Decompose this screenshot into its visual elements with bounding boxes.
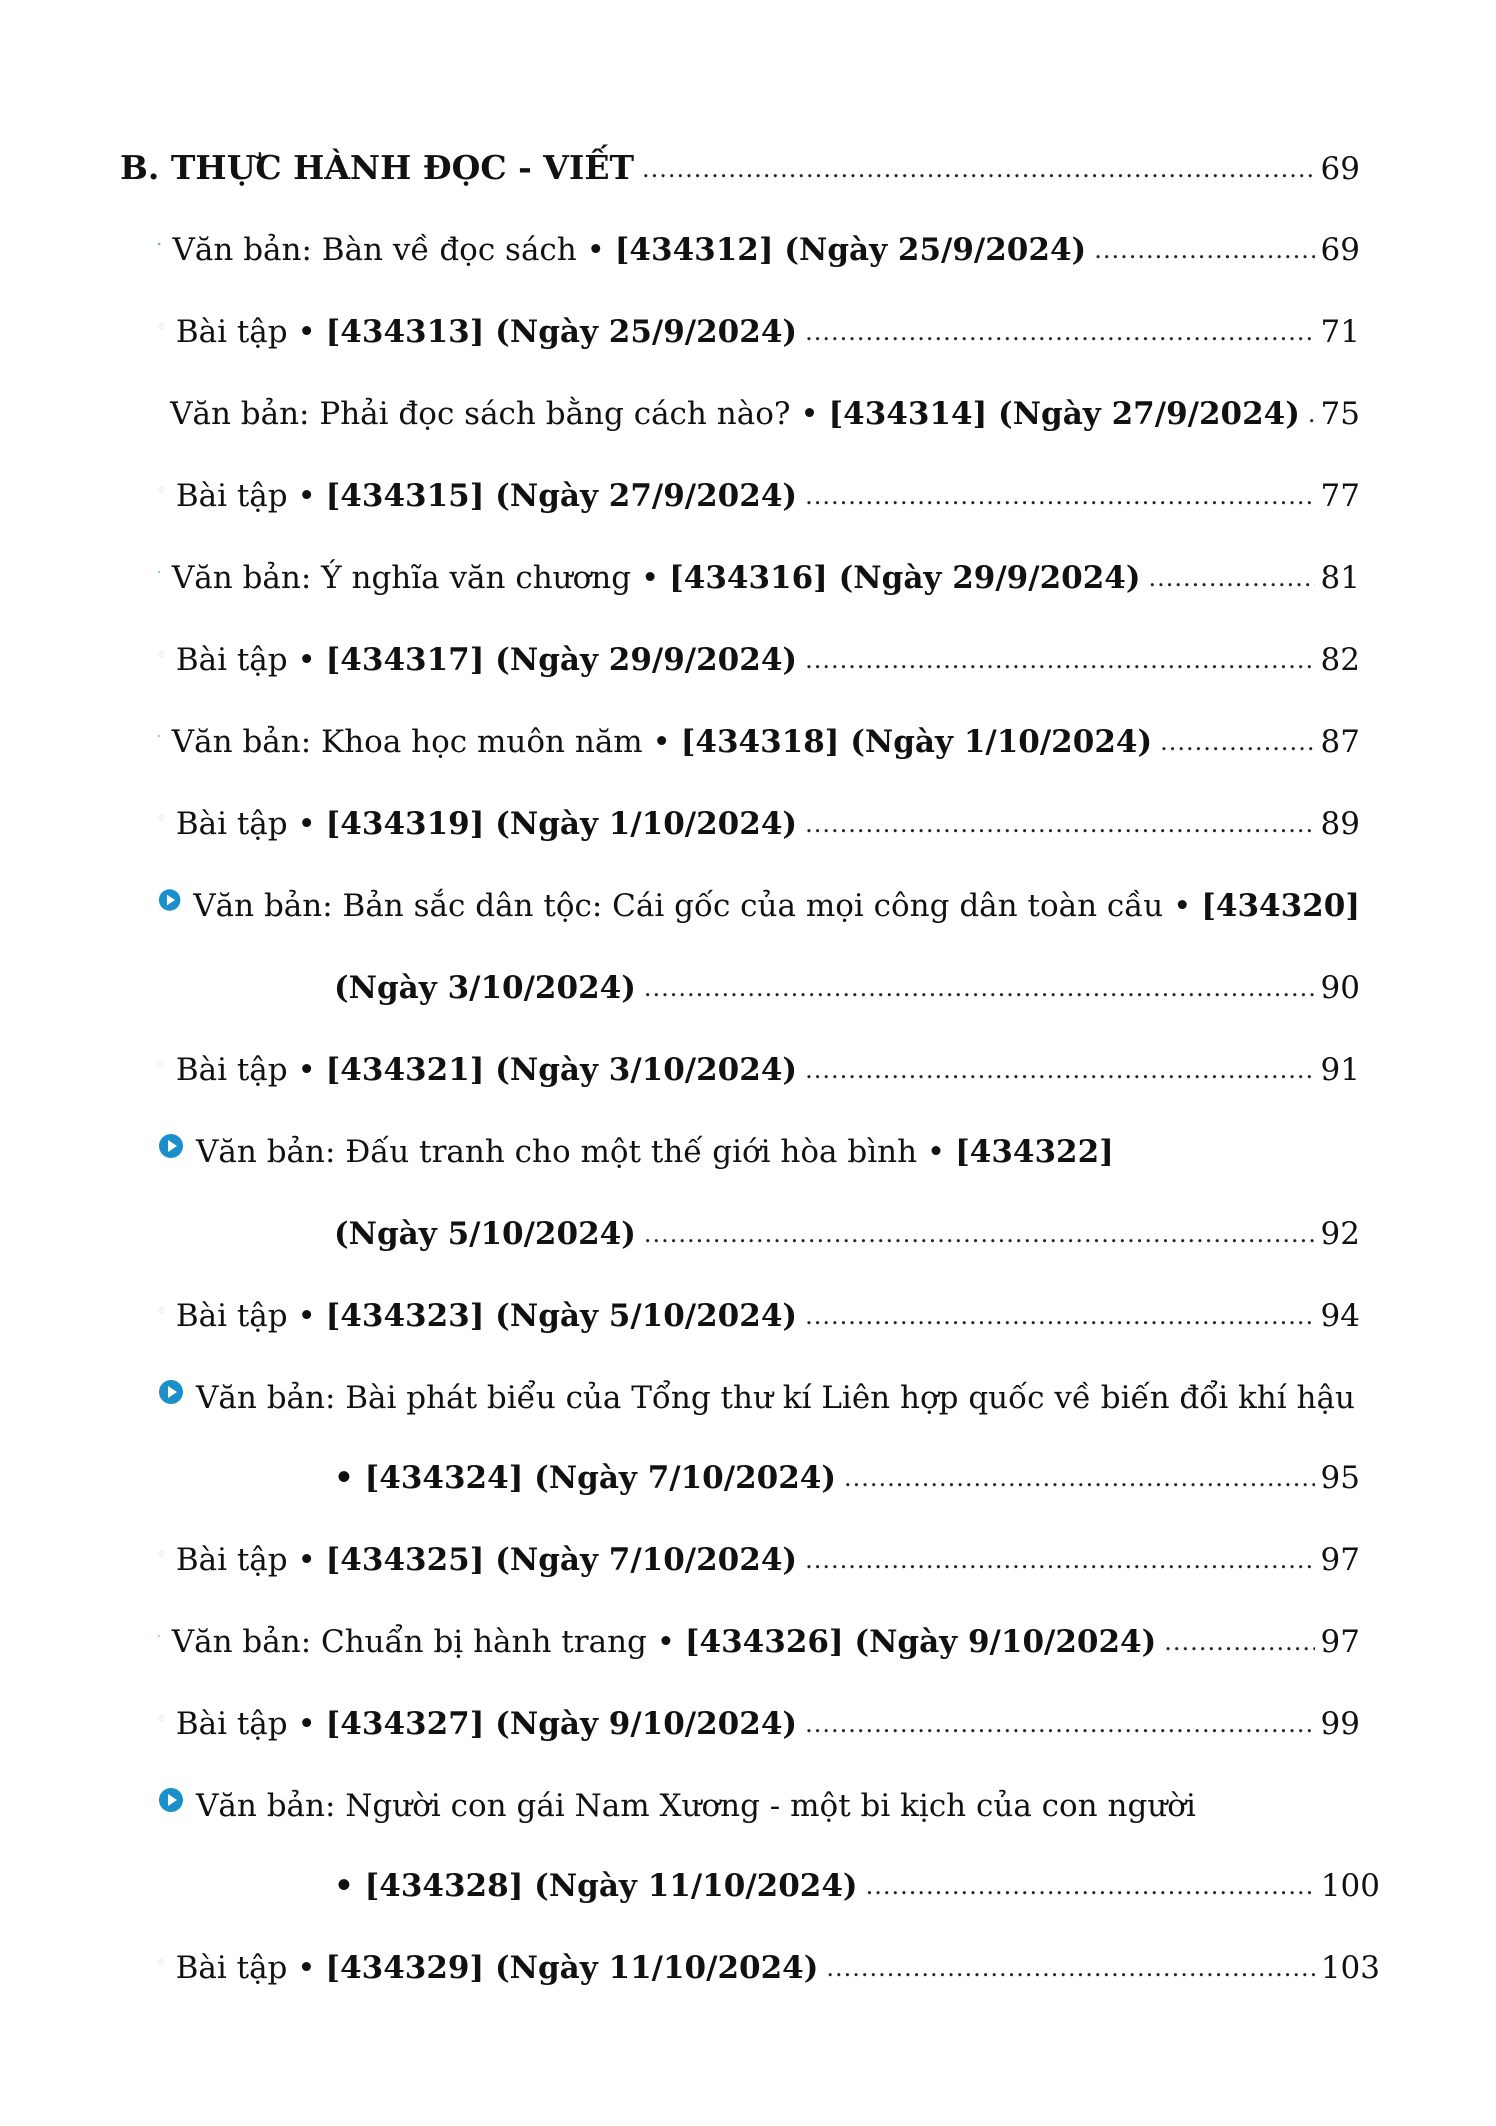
play-circle-icon	[158, 559, 160, 585]
dot-leader	[805, 1540, 1314, 1580]
toc-entry-page: 77	[1320, 478, 1360, 514]
toc-entry-code: [434320]	[1201, 888, 1360, 924]
dot-leader	[805, 1050, 1314, 1090]
clock-circle-icon	[158, 805, 164, 831]
clock-circle-icon	[158, 477, 164, 503]
toc-entry-cont-code: • [434328] (Ngày 11/10/2024)	[334, 1868, 858, 1904]
toc-entry-page: 90	[1320, 970, 1360, 1006]
toc-entry[interactable]	[158, 1540, 1360, 1580]
toc-entry[interactable]	[158, 886, 1360, 926]
dot-leader	[866, 1866, 1315, 1906]
toc-entry-code: [434314] (Ngày 27/9/2024)	[828, 396, 1300, 432]
toc-entry[interactable]	[158, 640, 1360, 680]
dot-leader	[644, 1214, 1315, 1254]
toc-entry-page: 100	[1320, 1868, 1380, 1904]
toc-entry-title: Bài tập •	[175, 1542, 316, 1578]
toc-entry-code: [434327] (Ngày 9/10/2024)	[325, 1706, 798, 1742]
toc-entry[interactable]	[158, 1378, 1360, 1418]
clock-circle-icon	[158, 1297, 164, 1323]
dot-leader	[805, 1704, 1314, 1744]
clock-circle-icon	[158, 641, 164, 667]
dot-leader	[1149, 558, 1315, 598]
toc-heading[interactable]	[120, 148, 1360, 189]
toc-entry-title: Bài tập •	[175, 1052, 316, 1088]
toc-entry-title: Bài tập •	[175, 478, 316, 514]
toc-entry-page: 97	[1320, 1542, 1360, 1578]
toc-entry-title: Văn bản: Chuẩn bị hành trang •	[171, 1624, 676, 1660]
dot-leader	[805, 804, 1314, 844]
dot-leader	[805, 1296, 1314, 1336]
toc-entry-code: [434323] (Ngày 5/10/2024)	[325, 1298, 798, 1334]
dot-leader	[642, 149, 1315, 189]
play-circle-icon	[158, 723, 160, 749]
toc-entry-page: 82	[1320, 642, 1360, 678]
dot-leader	[1094, 230, 1314, 270]
toc-entry-code: [434329] (Ngày 11/10/2024)	[325, 1950, 819, 1986]
toc-entry[interactable]	[158, 1704, 1360, 1744]
toc-entry[interactable]	[158, 804, 1360, 844]
dot-leader	[805, 640, 1314, 680]
play-circle-icon	[158, 887, 181, 913]
toc-entry[interactable]	[158, 230, 1360, 270]
toc-entry-continuation[interactable]	[334, 968, 1360, 1008]
toc-entry-page: 94	[1320, 1298, 1360, 1334]
toc-entry-code: [434317] (Ngày 29/9/2024)	[325, 642, 798, 678]
dot-leader	[1160, 722, 1314, 762]
play-circle-icon	[158, 1787, 184, 1813]
toc-entry-title: Văn bản: Ý nghĩa văn chương •	[171, 560, 660, 596]
toc-entry[interactable]	[158, 1132, 1360, 1172]
toc-entry[interactable]	[158, 1296, 1360, 1336]
dot-leader	[1164, 1622, 1314, 1662]
toc-entry-title: Bài tập •	[175, 642, 316, 678]
toc-entry-code: [434322]	[955, 1134, 1114, 1170]
dot-leader	[844, 1458, 1315, 1498]
clock-circle-icon	[158, 1949, 164, 1975]
toc-entry-title: Văn bản: Phải đọc sách bằng cách nào? •	[170, 396, 819, 432]
toc-entry-code: [434318] (Ngày 1/10/2024)	[680, 724, 1153, 760]
toc-entry[interactable]	[158, 1622, 1360, 1662]
toc-entry-page: 71	[1320, 314, 1360, 350]
toc-entry-page: 75	[1320, 396, 1360, 432]
toc-entry-code: [434325] (Ngày 7/10/2024)	[325, 1542, 798, 1578]
toc-entry[interactable]	[158, 476, 1360, 516]
toc-entry-page: 81	[1320, 560, 1360, 596]
play-circle-icon	[158, 1623, 160, 1649]
toc-entry-code: [434316] (Ngày 29/9/2024)	[669, 560, 1141, 596]
toc-entry-title: Văn bản: Bản sắc dân tộc: Cái gốc của mọi công dân toàn cầu •	[193, 888, 1192, 924]
play-circle-icon	[158, 1379, 184, 1405]
toc-entry[interactable]	[158, 1050, 1360, 1090]
toc-entry-code: [434315] (Ngày 27/9/2024)	[325, 478, 798, 514]
clock-circle-icon	[158, 1705, 164, 1731]
toc-entry-page: 97	[1320, 1624, 1360, 1660]
clock-circle-icon	[158, 1051, 164, 1077]
play-circle-icon	[158, 1133, 184, 1159]
toc-entry-page: 92	[1320, 1216, 1360, 1252]
toc-entry-title: Bài tập •	[175, 1298, 316, 1334]
toc-entry-code: [434312] (Ngày 25/9/2024)	[614, 232, 1087, 268]
toc-entry-title: Bài tập •	[175, 314, 316, 350]
toc-entry-title: Bài tập •	[175, 1706, 316, 1742]
toc-entry-title: Văn bản: Bài phát biểu của Tổng thư kí Liên hợp quốc về biến đổi khí hậu	[196, 1380, 1355, 1416]
toc-entry-continuation[interactable]	[334, 1214, 1360, 1254]
toc-entry-title: Văn bản: Đấu tranh cho một thế giới hòa bình •	[196, 1134, 946, 1170]
dot-leader	[805, 312, 1314, 352]
toc-entry[interactable]	[158, 722, 1360, 762]
toc-entry-title: Bài tập •	[175, 1950, 316, 1986]
toc-entry[interactable]	[158, 1948, 1380, 1988]
toc-entry-code: [434319] (Ngày 1/10/2024)	[325, 806, 798, 842]
toc-entry-page: 69	[1320, 232, 1360, 268]
toc-entry-cont-code: • [434324] (Ngày 7/10/2024)	[334, 1460, 837, 1496]
dot-leader	[644, 968, 1315, 1008]
toc-entry-page: 91	[1320, 1052, 1360, 1088]
toc-entry-code: [434326] (Ngày 9/10/2024)	[684, 1624, 1157, 1660]
toc-entry[interactable]	[158, 558, 1360, 598]
toc-entry-title: Văn bản: Khoa học muôn năm •	[171, 724, 671, 760]
toc-heading-page: 69	[1320, 151, 1360, 187]
toc-entry[interactable]	[158, 1786, 1360, 1826]
toc-entry-page: 95	[1320, 1460, 1360, 1496]
dot-leader	[805, 476, 1314, 516]
toc-entry[interactable]	[158, 312, 1360, 352]
clock-circle-icon	[158, 313, 164, 339]
dot-leader	[826, 1948, 1314, 1988]
toc-entry-title: Văn bản: Người con gái Nam Xương - một bi kịch của con người	[196, 1788, 1196, 1824]
toc-entry-page: 87	[1320, 724, 1360, 760]
toc-entry-page: 89	[1320, 806, 1360, 842]
toc-heading-label: B. THỰC HÀNH ĐỌC - VIẾT	[120, 148, 635, 187]
toc-entry[interactable]	[158, 394, 1360, 434]
clock-circle-icon	[158, 1541, 164, 1567]
toc-entry-cont-code: (Ngày 5/10/2024)	[334, 1216, 636, 1252]
toc-entry-page: 103	[1320, 1950, 1380, 1986]
dot-leader	[1308, 394, 1315, 434]
toc-entry-continuation[interactable]	[334, 1866, 1380, 1906]
toc-entry-code: [434321] (Ngày 3/10/2024)	[325, 1052, 798, 1088]
toc-entry-title: Văn bản: Bàn về đọc sách •	[172, 232, 605, 268]
toc-entry-title: Bài tập •	[175, 806, 316, 842]
toc-entry-code: [434313] (Ngày 25/9/2024)	[325, 314, 798, 350]
toc-entry-cont-code: (Ngày 3/10/2024)	[334, 970, 636, 1006]
toc-entry-page: 99	[1320, 1706, 1360, 1742]
toc-entry-continuation[interactable]	[334, 1458, 1360, 1498]
play-circle-icon	[158, 231, 161, 257]
